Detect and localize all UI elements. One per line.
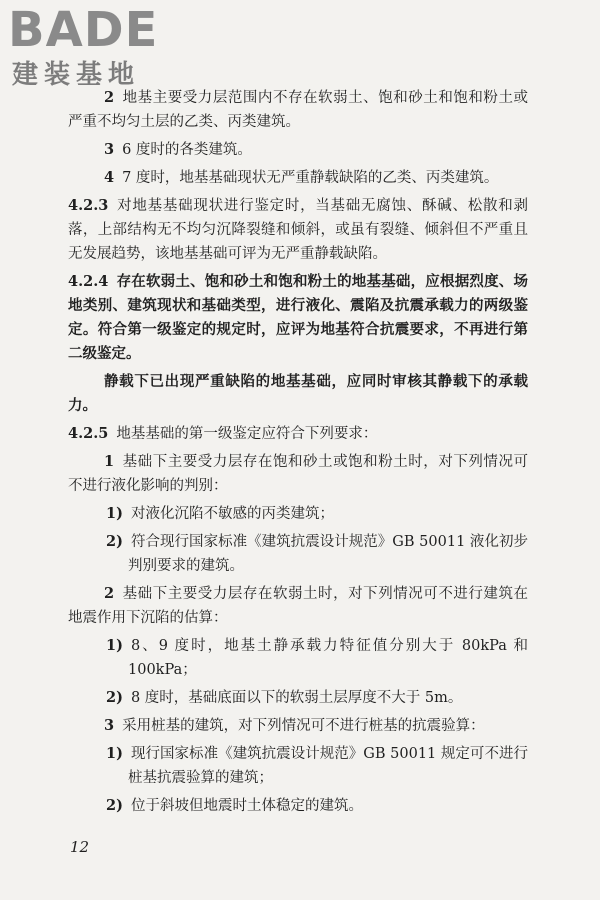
- clause-text: 地基主要受力层范围内不存在软弱土、饱和砂土和饱和粉土或严重不均匀土层的乙类、丙类建筑。: [68, 90, 528, 130]
- paragraph: [68, 582, 528, 630]
- clause-number: 4.2.4: [68, 273, 109, 290]
- logo-subtitle: 建装基地: [12, 60, 141, 90]
- clause-text: 基础下主要受力层存在软弱土时，对下列情况可不进行建筑在地震作用下沉陷的估算：: [68, 586, 528, 626]
- page-number: 12: [70, 838, 90, 856]
- paragraph: [68, 530, 528, 578]
- paragraph: [68, 634, 528, 682]
- paragraph: [68, 86, 528, 134]
- clause-number: 1): [106, 637, 123, 654]
- paragraph: [68, 138, 528, 162]
- document-body: [68, 86, 528, 822]
- clause-text: 对液化沉陷不敏感的丙类建筑；: [130, 506, 334, 522]
- clause-number: 2: [104, 89, 115, 106]
- clause-number: 4.2.5: [68, 425, 109, 442]
- clause-number: 1: [104, 453, 115, 470]
- clause-text: 符合现行国家标准《建筑抗震设计规范》GB 50011 液化初步判别要求的建筑。: [128, 534, 528, 574]
- clause-text: 8 度时，基础底面以下的软弱土层厚度不大于 5m。: [130, 690, 463, 706]
- paragraph: [68, 422, 528, 446]
- clause-text: 6 度时的各类建筑。: [122, 142, 252, 158]
- paragraph: [68, 270, 528, 366]
- clause-number: 2): [106, 797, 123, 814]
- paragraph: [68, 794, 528, 818]
- clause-text: 地基基础的第一级鉴定应符合下列要求：: [116, 426, 378, 442]
- clause-number: 1): [106, 745, 123, 762]
- paragraph: [68, 166, 528, 190]
- clause-number: 2): [106, 689, 123, 706]
- paragraph: [68, 370, 528, 418]
- clause-text: 对地基基础现状进行鉴定时，当基础无腐蚀、酥碱、松散和剥落，上部结构无不均匀沉降裂缝和倾斜，或虽有裂缝、倾斜但不严重且无发展趋势，该地基基础可评为无严重静载缺陷。: [68, 198, 528, 262]
- clause-text: 8、9 度时，地基土静承载力特征值分别大于 80kPa 和 100kPa；: [128, 638, 528, 678]
- paragraph: [68, 450, 528, 498]
- clause-text: 存在软弱土、饱和砂土和饱和粉土的地基基础，应根据烈度、场地类别、建筑现状和基础类型，进行液化、震陷及抗震承载力的两级鉴定。符合第一级鉴定的规定时，应评为地基符合抗震要求，不再进行第二级鉴定。: [68, 273, 528, 362]
- clause-text: 7 度时，地基基础现状无严重静载缺陷的乙类、丙类建筑。: [122, 170, 499, 186]
- clause-text: 基础下主要受力层存在饱和砂土或饱和粉土时，对下列情况可不进行液化影响的判别：: [68, 454, 528, 494]
- paragraph: [68, 714, 528, 738]
- clause-number: 2: [104, 585, 115, 602]
- clause-text: 静载下已出现严重缺陷的地基基础，应同时审核其静载下的承载力。: [68, 373, 528, 414]
- logo-wordmark: BADE: [8, 2, 159, 58]
- clause-number: 2): [106, 533, 123, 550]
- paragraph: [68, 742, 528, 790]
- clause-number: 4.2.3: [68, 197, 109, 214]
- paragraph: [68, 502, 528, 526]
- clause-number: 3: [104, 141, 115, 158]
- clause-text: 采用桩基的建筑，对下列情况可不进行桩基的抗震验算：: [122, 718, 485, 734]
- clause-number: 1): [106, 505, 123, 522]
- clause-text: 现行国家标准《建筑抗震设计规范》GB 50011 规定可不进行桩基抗震验算的建筑；: [128, 746, 528, 786]
- clause-text: 位于斜坡但地震时土体稳定的建筑。: [130, 798, 363, 814]
- clause-number: 4: [104, 169, 115, 186]
- clause-number: 3: [104, 717, 115, 734]
- bade-logo: [8, 4, 178, 94]
- paragraph: [68, 686, 528, 710]
- paragraph: [68, 194, 528, 266]
